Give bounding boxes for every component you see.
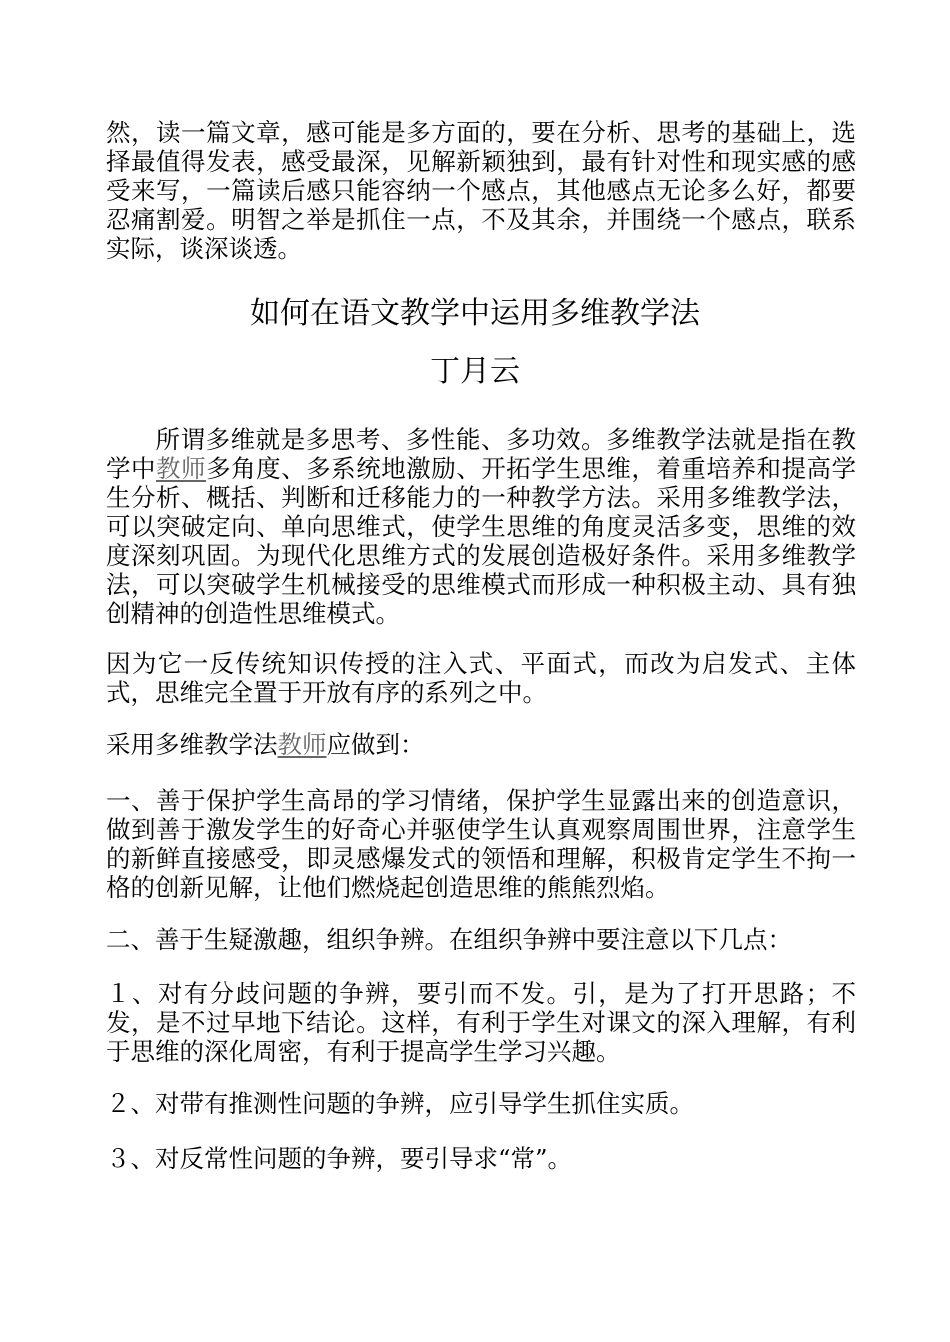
teacher-link[interactable]: 教师: [156, 454, 207, 483]
article-author: 丁月云: [430, 354, 520, 389]
paragraph-point-two: 二、善于生疑激趣，组织争辨。在组织争辨中要注意以下几点：: [106, 925, 792, 954]
article-title: 如何在语文教学中运用多维教学法: [250, 296, 700, 331]
paragraph-definition: [106, 425, 856, 628]
teacher-link[interactable]: 教师: [277, 730, 327, 759]
paragraph-sub-two: ２、对带有推测性问题的争辨，应引导学生抓住实质。: [106, 1089, 694, 1118]
paragraph-requirements: [106, 730, 856, 759]
paragraph-sub-one: １、对有分歧问题的争辨，要引而不发。引，是为了打开思路；不发，是不过早地下结论。这样，有利于学生对课文的深入理解，有利于思维的深化周密，有利于提高学生学习兴趣。: [106, 979, 856, 1066]
paragraph-point-one: 一、善于保护学生高昂的学习情绪，保护学生显露出来的创造意识，做到善于激发学生的好奇心并驱使学生认真观察周围世界，注意学生的新鲜直接感受，即灵感爆发式的领悟和理解，积极肯定学生不拘一格的创新见解，让他们燃烧起创造思维的熊熊烈焰。: [106, 786, 856, 902]
paragraph-text: 所谓多维就是多思考、多性能、多功效。多维教学法就是指在教学中: [106, 425, 856, 483]
paragraph-text: 应做到：: [326, 730, 425, 759]
paragraph-reason: 因为它一反传统知识传授的注入式、平面式，而改为启发式、主体式，思维完全置于开放有序的系列之中。: [106, 649, 856, 707]
paragraph-text: 多角度、多系统地激励、开拓学生思维，着重培养和提高学生分析、概括、判断和迁移能力的一种教学方法。采用多维教学法，可以突破定向、单向思维式，使学生思维的角度灵活多变，思维的效度深刻巩固。为现代化思维方式的发展创造极好条件。采用多维教学法，可以突破学生机械接受的思维模式而形成一种积极主动、具有独创精神的创造性思维模式。: [106, 454, 857, 628]
paragraph-sub-three: ３、对反常性问题的争辨，要引导求“常”。: [106, 1144, 573, 1173]
paragraph-intro: 然，读一篇文章，感可能是多方面的，要在分析、思考的基础上，选择最值得发表，感受最深，见解新颖独到，最有针对性和现实感的感受来写，一篇读后感只能容纳一个感点，其他感点无论多么好，都要忍痛割爱。明智之举是抓住一点，不及其余，并围绕一个感点，联系实际，谈深谈透。: [106, 118, 856, 263]
paragraph-text: 采用多维教学法: [106, 730, 278, 759]
